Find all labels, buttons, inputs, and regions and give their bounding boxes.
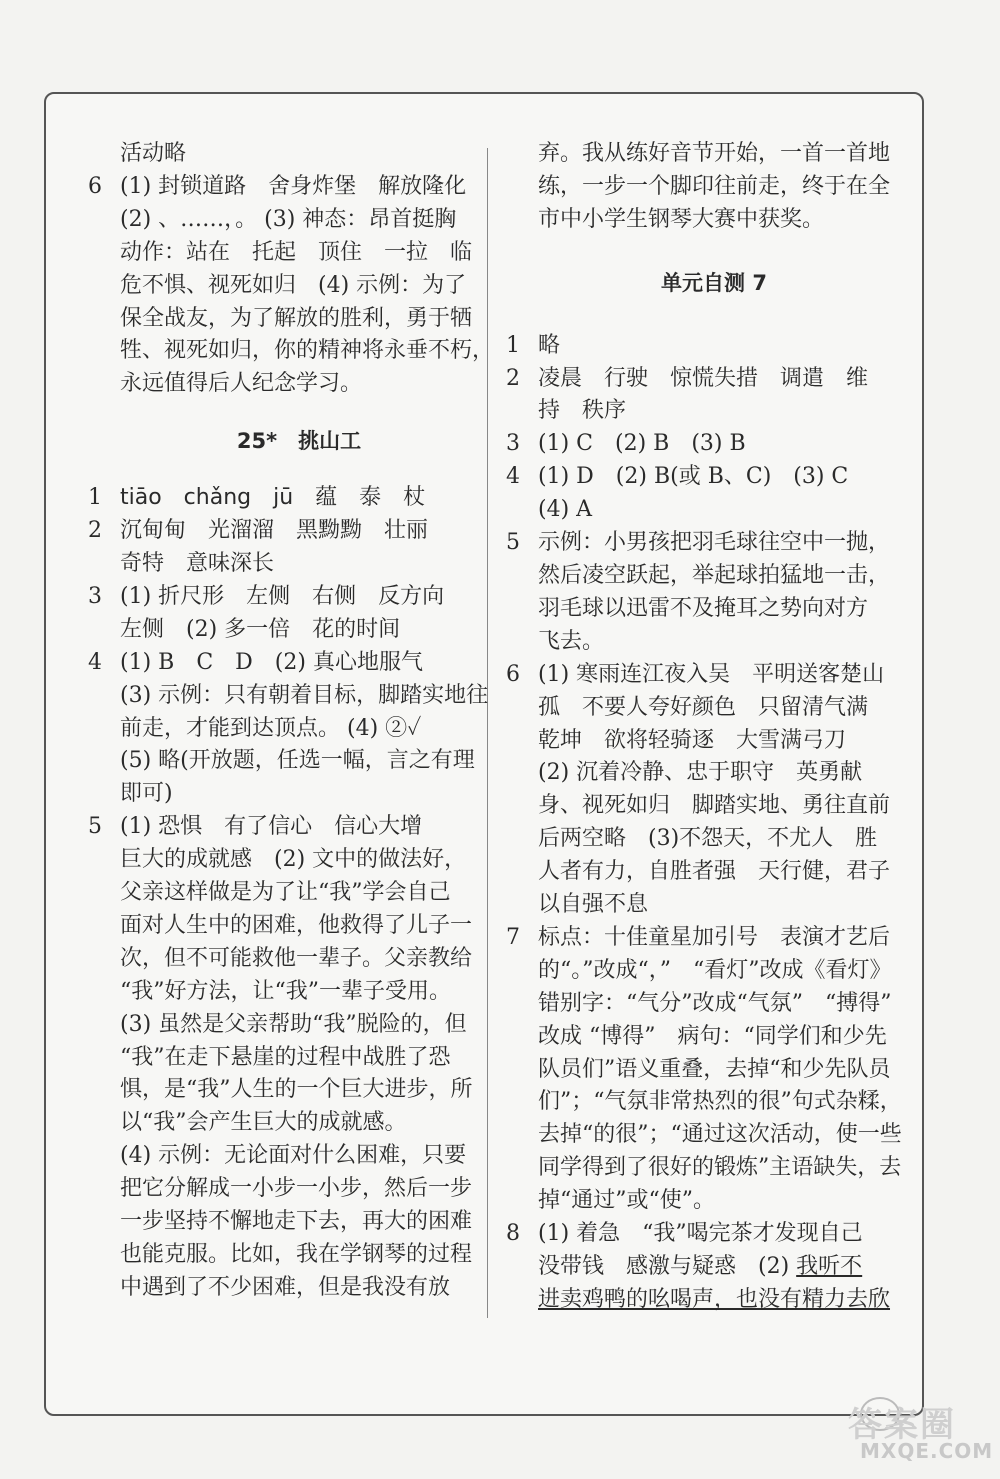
- answer-line: (1) D (2) B(或 B、C) (3) C: [538, 464, 849, 490]
- answer-line: 略: [538, 332, 561, 358]
- answer-line: (2) 、……，。 (3) 神态：昂首挺胸: [120, 206, 457, 232]
- underlined-answer: 进卖鸡鸭的吆喝声，也没有精力去欣: [538, 1286, 891, 1312]
- answer-line: 飞去。: [538, 628, 605, 654]
- answer-line: 持 秩序: [538, 398, 627, 424]
- right-q3: [506, 428, 890, 461]
- answer-line: (1) B C D (2) 真心地服气: [120, 649, 423, 675]
- answer-line: 即可): [120, 781, 173, 807]
- answer-line: (1) 着急 “我”喝完茶才发现自己: [538, 1221, 863, 1247]
- answer-line: 改成 “博得” 病句：“同学们和少先: [538, 1023, 887, 1049]
- question-number: 1: [506, 332, 520, 358]
- answer-line: 示例：小男孩把羽毛球往空中一抛，: [538, 530, 891, 556]
- answer-line: (1) 封锁道路 舍身炸堡 解放隆化: [120, 173, 467, 199]
- underlined-answer: 我听不: [796, 1254, 863, 1279]
- question-number: 5: [88, 814, 102, 840]
- section-heading: 单元自测 7: [661, 270, 767, 295]
- answer-line: 错别字：“气分”改成“气氛” “搏得”: [538, 990, 892, 1016]
- question-number: 6: [506, 661, 520, 687]
- answer-line: 羽毛球以迅雷不及掩耳之势向对方: [538, 595, 869, 621]
- question-number: 2: [88, 518, 102, 544]
- answer-line: [538, 1251, 890, 1284]
- answer-line: 去掉“的很”；“通过这次活动，使一些: [538, 1122, 902, 1148]
- left-column: [88, 138, 495, 1305]
- section-heading: 25* 挑山工: [236, 429, 362, 454]
- answer-line: 动作：站在 托起 顶住 一拉 临: [120, 239, 473, 265]
- answer-line: 牲、视死如归，你的精神将永垂不朽，: [120, 338, 495, 364]
- right-q4: [506, 461, 890, 527]
- question-number: 8: [506, 1221, 520, 1247]
- continuation-line: 市中小学生钢琴大赛中获奖。: [538, 206, 825, 232]
- answer-line: 把它分解成一小步一小步，然后一步: [120, 1176, 473, 1202]
- question-number: 3: [506, 431, 520, 457]
- answer-line: 身、视死如归 脚踏实地、勇往直前: [538, 793, 891, 819]
- answer-line: 保全战友，为了解放的胜利，勇于牺: [120, 305, 473, 331]
- left-q3: [88, 581, 478, 647]
- watermark-text: 答案圈: [848, 1405, 956, 1445]
- answer-line: “我”在走下悬崖的过程中战胜了恐: [120, 1044, 451, 1070]
- answer-line: 孤 不要人夸好颜色 只留清气满: [538, 694, 869, 720]
- answer-text: 没带钱 感激与疑惑 (2): [538, 1254, 797, 1279]
- answer-line: (3) 虽然是父亲帮助“我”脱险的，但: [120, 1011, 467, 1037]
- answer-line: (1) 恐惧 有了信心 信心大增: [120, 814, 423, 840]
- answer-line: 后两空略 (3)不怨天，不尤人 胜: [538, 826, 878, 852]
- answer-line: 一步坚持不懈地走下去，再大的困难: [120, 1209, 473, 1235]
- answer-line: (2) 沉着冷静、忠于职守 英勇献: [538, 760, 863, 786]
- right-q5: [506, 527, 890, 659]
- answer-line: 标点：十佳童星加引号 表演才艺后: [538, 924, 891, 950]
- left-q1: [88, 482, 478, 515]
- continuation-line: 弃。我从练好音节开始，一首一首地: [538, 141, 891, 166]
- answer-line: 同学得到了很好的锻炼”主语缺失，去: [538, 1155, 902, 1181]
- left-q4: [88, 647, 489, 812]
- answer-line: (1) C (2) B (3) B: [538, 431, 746, 457]
- answer-line: 左侧 (2) 多一倍 花的时间: [120, 616, 401, 642]
- answer-line: (5) 略(开放题，任选一幅，言之有理: [120, 748, 475, 774]
- answer-line: 然后凌空跃起，举起球拍猛地一击，: [538, 562, 891, 588]
- answer-line: (4) A: [538, 497, 593, 523]
- answer-line: tiāo chǎng jū 蕴 泰 杖: [120, 485, 426, 511]
- question-number: 6: [88, 173, 102, 199]
- answer-line: 巨大的成就感 (2) 文中的做法好，: [120, 847, 467, 873]
- answer-line: 奇特 意味深长: [120, 550, 275, 576]
- question-number: 2: [506, 365, 520, 391]
- left-q2: [88, 515, 478, 581]
- answer-line: (1) 折尺形 左侧 右侧 反方向: [120, 583, 445, 609]
- answer-line: 惧，是“我”人生的一个巨大进步，所: [120, 1077, 473, 1103]
- answer-line: 也能克服。比如，我在学钢琴的过程: [120, 1242, 473, 1267]
- answer-line: 永远值得后人纪念学习。: [120, 371, 363, 397]
- answer-line: (4) 示例：无论面对什么困难，只要: [120, 1143, 467, 1169]
- answer-line: 们”；“气氛非常热烈的很”句式杂糅，: [538, 1089, 902, 1115]
- watermark-logo: [842, 1395, 992, 1467]
- answer-line: (3) 示例：只有朝着目标，脚踏实地往: [120, 682, 489, 708]
- answer-line: 的“。”改成“，” “看灯”改成《看灯》: [538, 957, 892, 983]
- watermark-url: MXQE.COM: [860, 1439, 994, 1463]
- answer-line: 掉“通过”或“使”。: [538, 1188, 715, 1214]
- question-number: 7: [506, 924, 520, 950]
- right-column: [506, 138, 902, 1317]
- answer-line: 队员们”语义重叠，去掉“和少先队员: [538, 1056, 891, 1082]
- question-number: 4: [88, 649, 102, 675]
- question-number: 5: [506, 530, 520, 556]
- left-q5: [88, 811, 478, 1305]
- question-number: 4: [506, 464, 520, 490]
- answer-line: 面对人生中的困难，他救得了儿子一: [120, 912, 473, 938]
- continuation-line: 练，一步一个脚印往前走，终于在全: [538, 173, 891, 199]
- answer-line: 次，但不可能救他一辈子。父亲教给: [120, 945, 473, 971]
- answer-line: 父亲这样做是为了让“我”学会自己: [120, 880, 451, 906]
- right-q6: [506, 659, 890, 922]
- right-q1: [506, 330, 890, 363]
- intro-line: 活动略: [120, 141, 187, 166]
- answer-line: 凌晨 行驶 惊慌失措 调遣 维: [538, 365, 869, 391]
- question-number: 1: [88, 485, 102, 511]
- answer-line: 前走，才能到达顶点。 (4) ②✓: [120, 715, 422, 741]
- answer-line: 以自强不息: [538, 892, 649, 918]
- right-q2: [506, 363, 890, 429]
- answer-line: “我”好方法，让“我”一辈子受用。: [120, 978, 451, 1004]
- answer-line: 以“我”会产生巨大的成就感。: [120, 1110, 407, 1136]
- right-q8: [506, 1218, 890, 1317]
- left-q6: [88, 171, 495, 401]
- answer-line: 人者有力，自胜者强 天行健，君子: [538, 859, 891, 885]
- answer-line: (1) 寒雨连江夜入吴 平明送客楚山: [538, 661, 885, 687]
- answer-line: 沉甸甸 光溜溜 黑黝黝 壮丽: [120, 518, 429, 544]
- answer-line: 中遇到了不少困难，但是我没有放: [120, 1274, 451, 1300]
- question-number: 3: [88, 583, 102, 609]
- answer-line: 危不惧、视死如归 (4) 示例：为了: [120, 272, 467, 298]
- answer-line: 乾坤 欲将轻骑逐 大雪满弓刀: [538, 727, 847, 753]
- right-q7: [506, 922, 902, 1218]
